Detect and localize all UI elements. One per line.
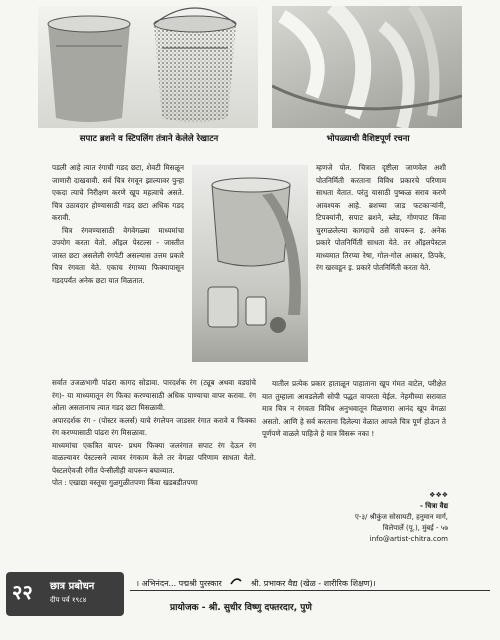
issue-label: दीप पर्व १९८४ [50, 596, 87, 604]
right-text-column [316, 162, 446, 358]
tagline-person: श्री. प्रभाकर वैद्य (खेळ - शारीरिक शिक्षण)। [250, 579, 376, 588]
stars-ornament: ❖❖❖ [429, 491, 448, 499]
right-image-caption: भोपळ्याची वैशिष्टपूर्ण रचना [326, 134, 410, 144]
pumpkin-drawing-image [272, 6, 462, 128]
author-block [318, 490, 448, 545]
author-address-line: विलेपार्ले (पू.), मुंबई - ५७ [382, 524, 448, 532]
still-life-drawing-image [192, 165, 308, 362]
footer-sponsor: प्रायोजक - श्री. सुधीर विष्णु दफ्तरदार, पुणे [170, 603, 312, 613]
author-name: - चित्रा वैद्य [419, 502, 448, 510]
wide-text-block [52, 377, 256, 571]
paragraph: सर्वात उजळभागी पांढरा कागद सोडावा. पारदर्शक रंग (ट्यूब अथवा वड्यांचे रंग)- या माध्यमातून रंग फिका करण्यासाठी अधिक पाण्याचा वापर करावा. रंग ओला असतानाच त्यात गडद छटा मिसळावी. [52, 378, 256, 412]
tagline-award: । अभिनंदन... पद्मश्री पुरस्कार [136, 579, 222, 588]
paragraph: चित्र रंगवण्यासाठी वेगवेगळ्या माध्यमांचा उपयोग करता येतो. ऑइल पेस्टल्स - जास्तीत जास्त छटा असलेली रंगपेटी असल्यास उत्तम प्रकारे चित्र रंगवता येते. एकाच रंगाच्या फिक्यापासून गडदपर्यंत अनेक छटा यात मिळतात. [52, 225, 184, 285]
right-wide-text-block [262, 378, 446, 490]
dancer-icon [230, 576, 242, 588]
paragraph: पोत : एखाद्या वस्तूचा गुळगुळीतपणा किंवा खडबडीतपणा [52, 478, 198, 487]
page-number: २२ [12, 580, 33, 604]
paragraph: माध्यमांचा एकत्रित वापर- प्रथम फिक्या जलरंगात सपाट रंग देऊन रंग वाळल्यावर पेस्टल्सने त्यावर रंगकाम केले तर वेगळा परिणाम साधता येतो. पेस्टलऐवजी रंगीत पेन्सीलीही वापरून बघाव्यात. [52, 440, 256, 475]
author-email: info@artist-chitra.com [369, 535, 448, 543]
footer-tagline [136, 576, 376, 589]
magazine-title: छात्र प्रबोधन [50, 581, 95, 592]
paragraph: पडली आहे त्यात रंगाची गडद छटा, शेवटी मिसळून जाणारी दाखवावी. सर्व चित्र रंगवून झाल्यावर पुन्हा एकदा त्याचे निरीक्षण करणे खूप महत्वाचे असते. चित्र उठावदार होण्यासाठी गडद छटा अधिक गडद करावी. [52, 163, 184, 222]
author-address-line: ए-३/ श्रीकुंज सोसायटी, हनुमान मार्ग, [354, 513, 448, 521]
bucket-sketch-image [38, 6, 258, 128]
left-image-caption: सपाट ब्रशने व स्टिपलिंग तंत्राने केलेले रेखाटन [79, 134, 219, 144]
paragraph: अपारदर्शक रंग - (पोस्टर कलर्स) याचे रंगलेपन जाडसर रंगात करावे व फिक्का रंग करण्यासाठी पांढरा रंग मिसळावा. [52, 415, 256, 437]
footer-divider [130, 590, 490, 591]
page-footer [0, 568, 500, 640]
magazine-badge [6, 572, 124, 616]
paragraph: म्हणजे पोत. चित्रात दृष्टीला जाणवेल अशी पोतनिर्मिती करताना विविध प्रकारचे परिणाम साधता येतात. परंतु यासाठी पुष्कळ सराव करणे आवश्यक आहे. ब्रशच्या जाड फटकाऱ्यांनी, टिपक्यांनी, सपाट ब्रशने, ब्लेड, गोणपाट किंवा चुरगळलेल्या कागदाचे ठसे वापरून इ. अनेक प्रकारे पोतनिर्मिती साधता येते. तर ऑइलपेस्टल माध्यमात तिरप्या रेषा, गोल-गोल आकार, ठिपके, रंग खरवडून इ. प्रकारे पोतनिर्मिती करता येते. [316, 163, 446, 272]
paragraph: यातील प्रत्येक प्रकार हाताळून पाहाताना खूप गंमत वाटेल, परीक्षेत यात तुम्हाला आवडलेली सोपी पद्धत वापरता येईल. नेहमीच्या सरावात मात्र चित्र न रंगवता विविध अनुभवातून मिळणारा आनंद खूप वेगळा असतो. आणि हे सर्व करताना दिलेल्या वेळात आपले चित्र पूर्ण होऊन ते पूर्णपणे वाळले पाहिजे हे मात्र विसरू नका ! [262, 379, 446, 438]
